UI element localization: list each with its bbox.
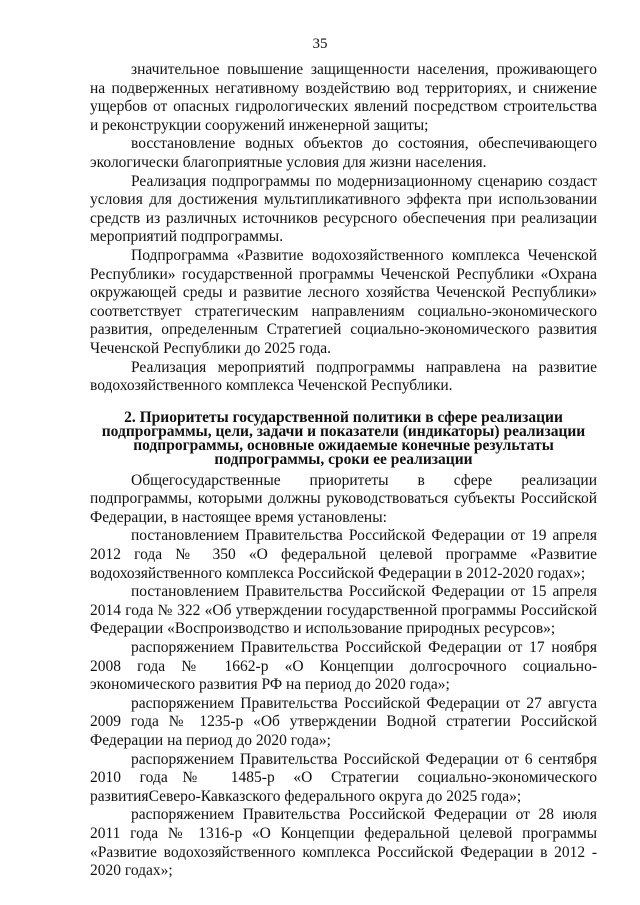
list-item: постановлением Правительства Российской Федерации от 15 апреля 2014 года № 322 «Об утверждении государственной программы Российской Федерации «Воспроизводство и использование природных ресурсов»;	[90, 583, 597, 638]
list-item: распоряжением Правительства Российской Федерации от 6 сентября 2010 года№ 1485-р «О Стратегии социально-экономического развитияСеверо-Кавказского федерального округа до 2025 года»;	[90, 750, 597, 805]
list-item: постановлением Правительства Российской Федерации от 19 апреля 2012 года № 350 «О федеральной целевой программе «Развитие водохозяйственного комплекса Российской Федерации в 2012-2020 годах»;	[90, 527, 597, 582]
page-body	[90, 61, 597, 881]
paragraph: значительное повышение защищенности населения, проживающего на подверженных негативному воздействию вод территориях, и снижение ущербов от опасных гидрологических явлений посредством строительства и реконструкции сооружений инженерной защиты;	[90, 61, 597, 134]
page-number: 35	[312, 36, 328, 52]
list-item: распоряжением Правительства Российской Федерации от 17 ноября 2008 года № 1662-р «О Концепции долгосрочного социально-экономического развития РФ на период до 2020 года»;	[90, 639, 597, 694]
paragraph: Реализация мероприятий подпрограммы направлена на развитие водохозяйственного комплекса Чеченской Республики.	[90, 358, 597, 395]
paragraph: Подпрограмма «Развитие водохозяйственного комплекса Чеченской Республики» государственной программы Чеченской Республики «Охрана окружающей среды и развитие лесного хозяйства Чеченской Республики» соответствует стратегическим направлениям социально-экономического развития, определенным Стратегией социально-экономического развития Чеченской Республики до 2025 года.	[90, 246, 597, 357]
paragraph: Реализация подпрограммы по модернизационному сценарию создаст условия для достижения мультипликативного эффекта при использовании средств из различных источников ресурсного обеспечения при реализации мероприятий подпрограммы.	[90, 172, 597, 246]
section-heading-line: подпрограммы, основные ожидаемые конечные результаты	[133, 436, 554, 454]
section-heading	[90, 408, 597, 468]
list-item: распоряжением Правительства Российской Федерации от 28 июля 2011 года № 1316-р «О Концепции федеральной целевой программы «Развитие водохозяйственного комплекса Российской Федерации в 2012 - 2020 годах»;	[90, 806, 597, 880]
paragraph: Общегосударственные приоритеты в сфере реализации подпрограммы, которыми должны руководствоваться субъекты Российской Федерации, в настоящее время установлены:	[90, 471, 597, 526]
section-heading-line: 2. Приоритеты государственной политики в сфере реализации	[124, 408, 563, 426]
paragraph: восстановление водных объектов до состояния, обеспечивающего экологически благоприятные условия для жизни населения.	[90, 135, 597, 171]
list-item: распоряжением Правительства Российской Федерации от 27 августа 2009 года № 1235-р «Об утверждении Водной стратегии Российской Федерации на период до 2020 года»;	[90, 694, 597, 749]
section-heading-line: подпрограммы, сроки ее реализации	[214, 450, 473, 468]
section-heading-line: подпрограммы, цели, задачи и показатели (индикаторы) реализации	[101, 422, 586, 440]
